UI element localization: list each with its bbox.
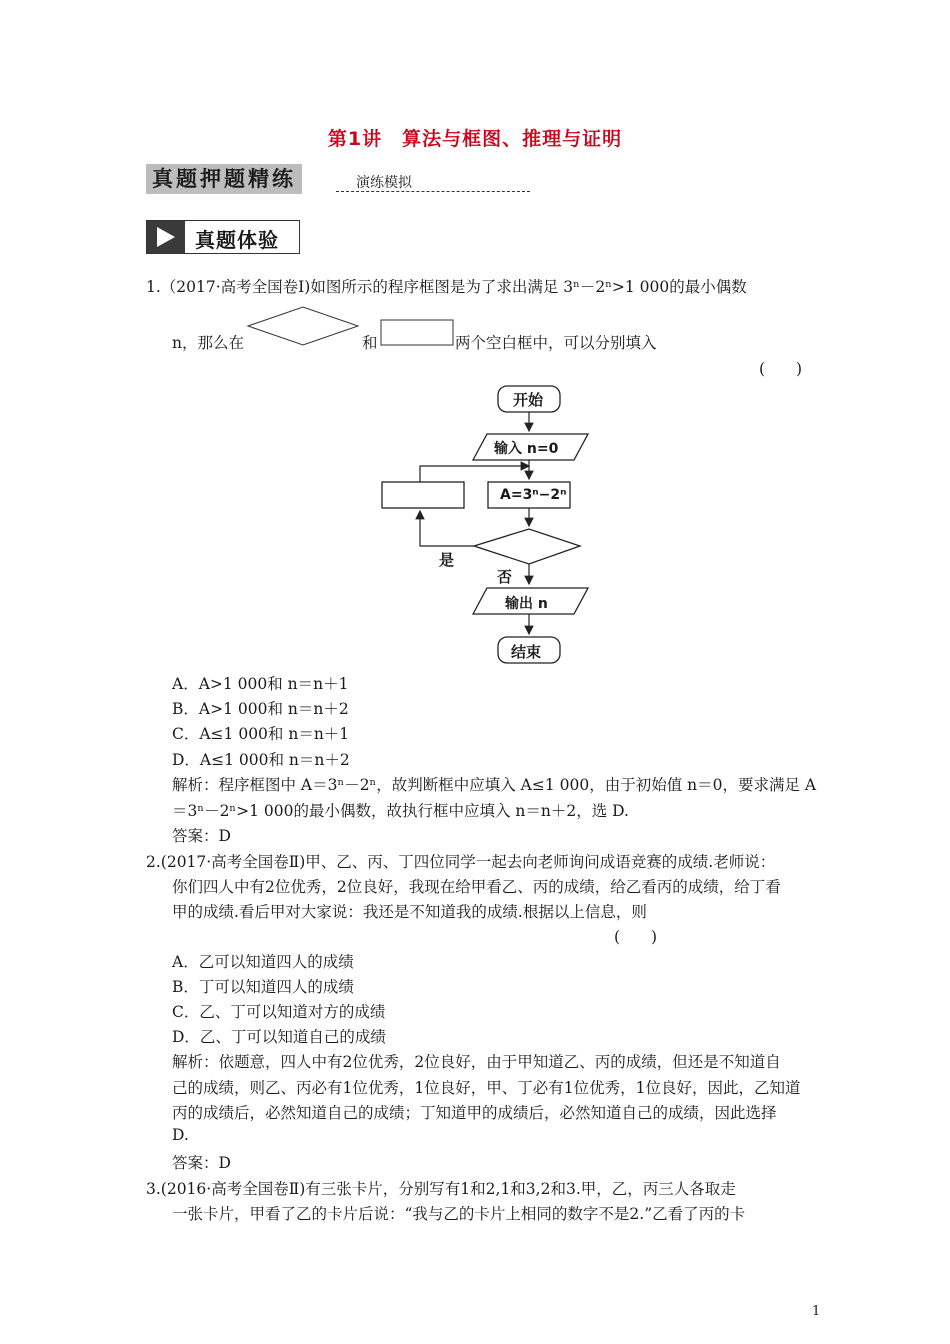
q1-option-d: D．A≤1 000和 n＝n＋2 <box>172 751 350 769</box>
section-banner: 真题押题精练 <box>146 164 302 194</box>
q2-answer-paren: ( ) <box>614 928 658 946</box>
page-title: 第1讲 算法与框图、推理与证明 <box>327 128 623 150</box>
q2-option-b: B．丁可以知道四人的成绩 <box>172 978 354 996</box>
section-label-text: 真题体验 <box>195 228 279 252</box>
q2-option-d: D．乙、丁可以知道自己的成绩 <box>172 1028 386 1046</box>
flowchart <box>370 378 600 670</box>
q1-stem-line1: 1.（2017·高考全国卷Ⅰ)如图所示的程序框图是为了求出满足 3ⁿ－2ⁿ>1 000的最小偶数 <box>146 278 747 296</box>
q2-option-c: C．乙、丁可以知道对方的成绩 <box>172 1003 386 1021</box>
diamond-blank-icon <box>246 305 360 347</box>
q2-option-a: A．乙可以知道四人的成绩 <box>172 953 354 971</box>
q1-stem-line2a: n，那么在 <box>172 334 244 352</box>
flow-yes-label: 是 <box>439 551 455 569</box>
q1-option-c: C．A≤1 000和 n＝n＋1 <box>172 725 350 743</box>
q2-stem-line3: 甲的成绩.看后甲对大家说：我还是不知道我的成绩.根据以上信息，则 <box>172 903 647 921</box>
q3-stem-line1: 3.(2016·高考全国卷Ⅱ)有三张卡片，分别写有1和2,1和3,2和3.甲，乙，丙三人各取走 <box>146 1180 736 1198</box>
q2-stem-line1: 2.(2017·高考全国卷Ⅱ)甲、乙、丙、丁四位同学一起去向老师询问成语竞赛的成绩.老师说： <box>146 853 776 871</box>
q3-stem-line2: 一张卡片，甲看了乙的卡片后说：“我与乙的卡片上相同的数字不是2.”乙看了丙的卡 <box>172 1205 746 1223</box>
q1-stem-line2b: 和 <box>362 334 378 352</box>
play-arrow-icon <box>147 221 185 253</box>
q1-answer: 答案：D <box>172 827 231 845</box>
q1-option-a: A．A>1 000和 n＝n＋1 <box>172 675 349 693</box>
section-label <box>146 220 300 254</box>
flow-no-label: 否 <box>497 568 513 586</box>
q2-answer: 答案：D <box>172 1154 231 1172</box>
q1-answer-paren: ( ) <box>759 360 803 378</box>
rectangle-blank-icon <box>380 319 454 347</box>
q1-analysis-line2: ＝3ⁿ－2ⁿ>1 000的最小偶数，故执行框中应填入 n＝n＋2，选 D. <box>172 802 629 820</box>
q2-stem-line2: 你们四人中有2位优秀，2位良好，我现在给甲看乙、丙的成绩，给乙看丙的成绩，给丁看 <box>172 878 781 896</box>
q1-option-b: B．A>1 000和 n＝n＋2 <box>172 700 349 718</box>
flow-decision-diamond <box>474 529 580 564</box>
q2-analysis-line4: D. <box>172 1126 189 1144</box>
flow-end-label: 结束 <box>511 643 542 661</box>
flow-assign-label: A=3ⁿ−2ⁿ <box>500 487 567 503</box>
q1-analysis-line1: 解析：程序框图中 A＝3ⁿ－2ⁿ，故判断框中应填入 A≤1 000，由于初始值 n＝0，要求满足 A <box>172 776 817 794</box>
q2-analysis-line2: 己的成绩，则乙、丙必有1位优秀，1位良好，甲、丁必有1位优秀，1位良好，因此，乙知道 <box>172 1079 801 1097</box>
q2-analysis-line1: 解析：依题意，四人中有2位优秀，2位良好，由于甲知道乙、丙的成绩，但还是不知道自 <box>172 1053 781 1071</box>
flow-start-label: 开始 <box>513 391 544 409</box>
banner-subtitle: 演练模拟 <box>356 175 412 191</box>
flow-output-label: 输出 n <box>505 596 548 612</box>
q2-analysis-line3: 丙的成绩后，必然知道自己的成绩；丁知道甲的成绩后，必然知道自己的成绩，因此选择 <box>172 1104 777 1122</box>
flow-blank-process-box <box>382 482 464 508</box>
q1-stem-line2c: 两个空白框中，可以分别填入 <box>455 334 657 352</box>
page-number: 1 <box>812 1304 821 1319</box>
flow-input-label: 输入 n=0 <box>494 441 559 457</box>
